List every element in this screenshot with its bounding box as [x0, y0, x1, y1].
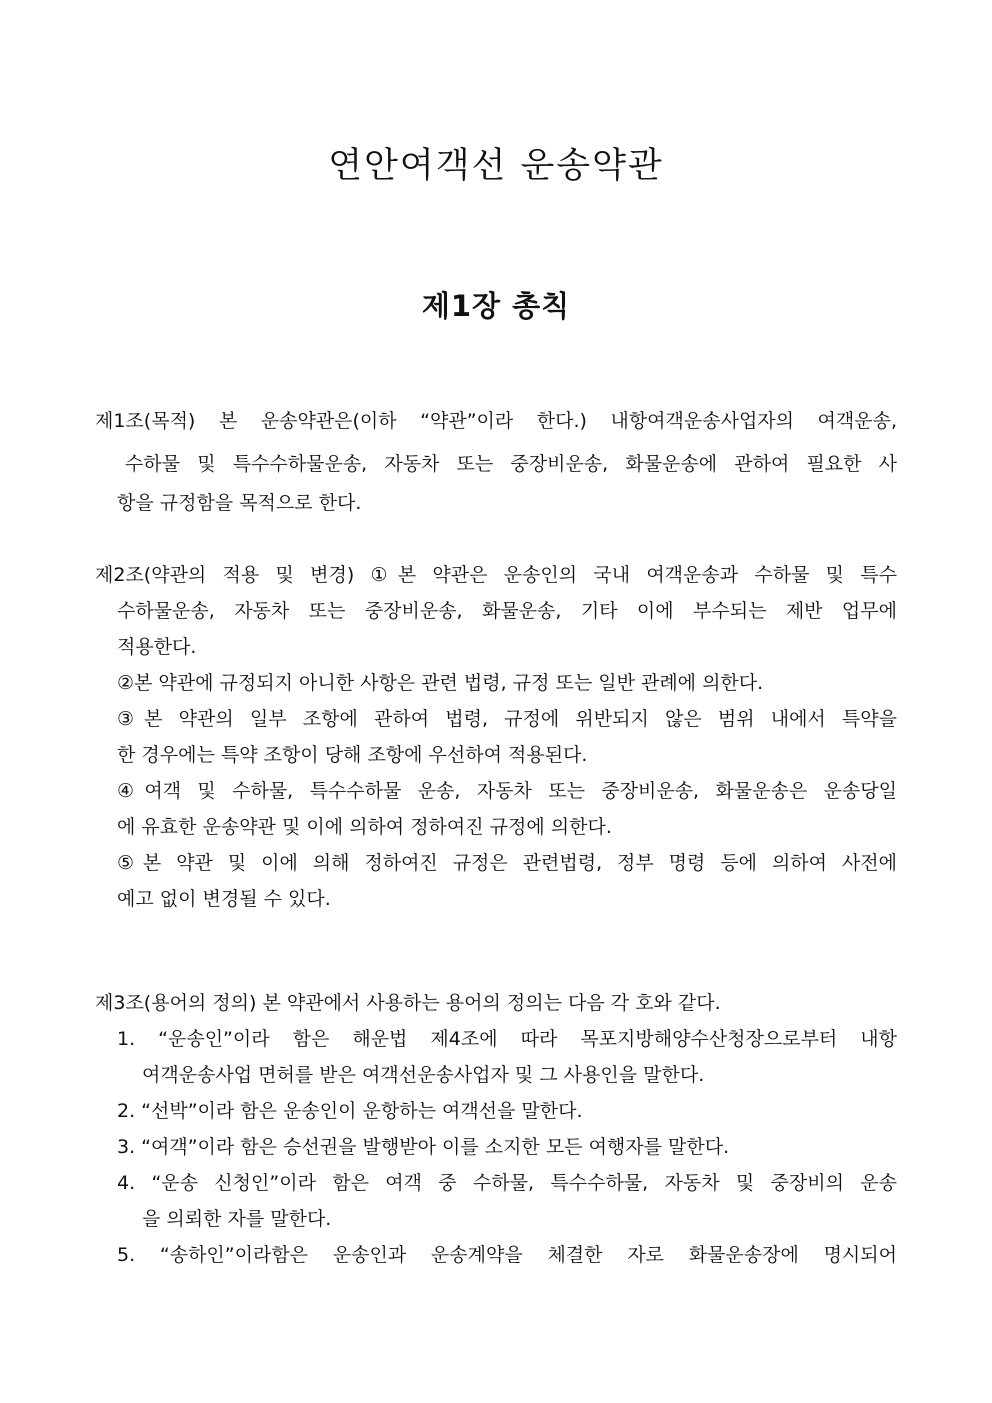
article-3-list-item: 여객운송사업 면허를 받은 여객선운송사업자 및 그 사용인을 말한다. — [142, 1064, 705, 1086]
article-2-line: 에 유효한 운송약관 및 이에 의하여 정하여진 규정에 의한다. — [117, 816, 612, 838]
article-2-line: ④여객 및 수하물, 특수수하물 운송, 자동차 또는 중장비운송, 화물운송은 운송당일 — [117, 780, 897, 802]
article-2-line: 수하물운송, 자동차 또는 중장비운송, 화물운송, 기타 이에 부수되는 제반 업무에 — [117, 600, 897, 622]
article-1-line: 제1조(목적) 본 운송약관은(이하 “약관”이라 한다.) 내항여객운송사업자의 여객운송, — [95, 410, 897, 432]
article-3-list-item: 1. “운송인”이라 함은 해운법 제4조에 따라 목포지방해양수산청장으로부터 내항 — [117, 1028, 897, 1050]
article-2-line: ⑤본 약관 및 이에 의해 정하여진 규정은 관련법령, 정부 명령 등에 의하여 사전에 — [117, 852, 897, 874]
article-3-list-item: 4. “운송 신청인”이라 함은 여객 중 수하물, 특수수하물, 자동차 및 중장비의 운송 — [117, 1172, 897, 1194]
document-title: 연안여객선 운송약관 — [328, 146, 664, 186]
article-1-line: 항을 규정함을 목적으로 한다. — [117, 492, 362, 514]
article-2-line: ②본 약관에 규정되지 아니한 사항은 관련 법령, 규정 또는 일반 관례에 의한다. — [117, 672, 764, 694]
article-3-list-item: 2. “선박”이라 함은 운송인이 운항하는 여객선을 말한다. — [117, 1100, 583, 1122]
article-2-line: 적용한다. — [117, 636, 197, 658]
article-2-line: 예고 없이 변경될 수 있다. — [117, 888, 331, 910]
chapter-title: 제1장 총칙 — [421, 289, 571, 323]
article-2-line: 한 경우에는 특약 조항이 당해 조항에 우선하여 적용된다. — [117, 744, 588, 766]
article-2-line: ③본 약관의 일부 조항에 관하여 법령, 규정에 위반되지 않은 범위 내에서 특약을 — [117, 708, 897, 730]
article-3-list-item: 5. “송하인”이라함은 운송인과 운송계약을 체결한 자로 화물운송장에 명시되어 — [117, 1244, 897, 1266]
article-1-line: 수하물 및 특수수하물운송, 자동차 또는 중장비운송, 화물운송에 관하여 필요한 사 — [125, 453, 897, 475]
article-3-line: 제3조(용어의 정의) 본 약관에서 사용하는 용어의 정의는 다음 각 호와 같다. — [95, 992, 721, 1014]
article-2-line: 제2조(약관의 적용 및 변경) ①본 약관은 운송인의 국내 여객운송과 수하물 및 특수 — [95, 564, 897, 586]
article-3-list-item: 3. “여객”이라 함은 승선권을 발행받아 이를 소지한 모든 여행자를 말한다. — [117, 1136, 730, 1158]
article-3-list-item: 을 의뢰한 자를 말한다. — [142, 1208, 332, 1230]
